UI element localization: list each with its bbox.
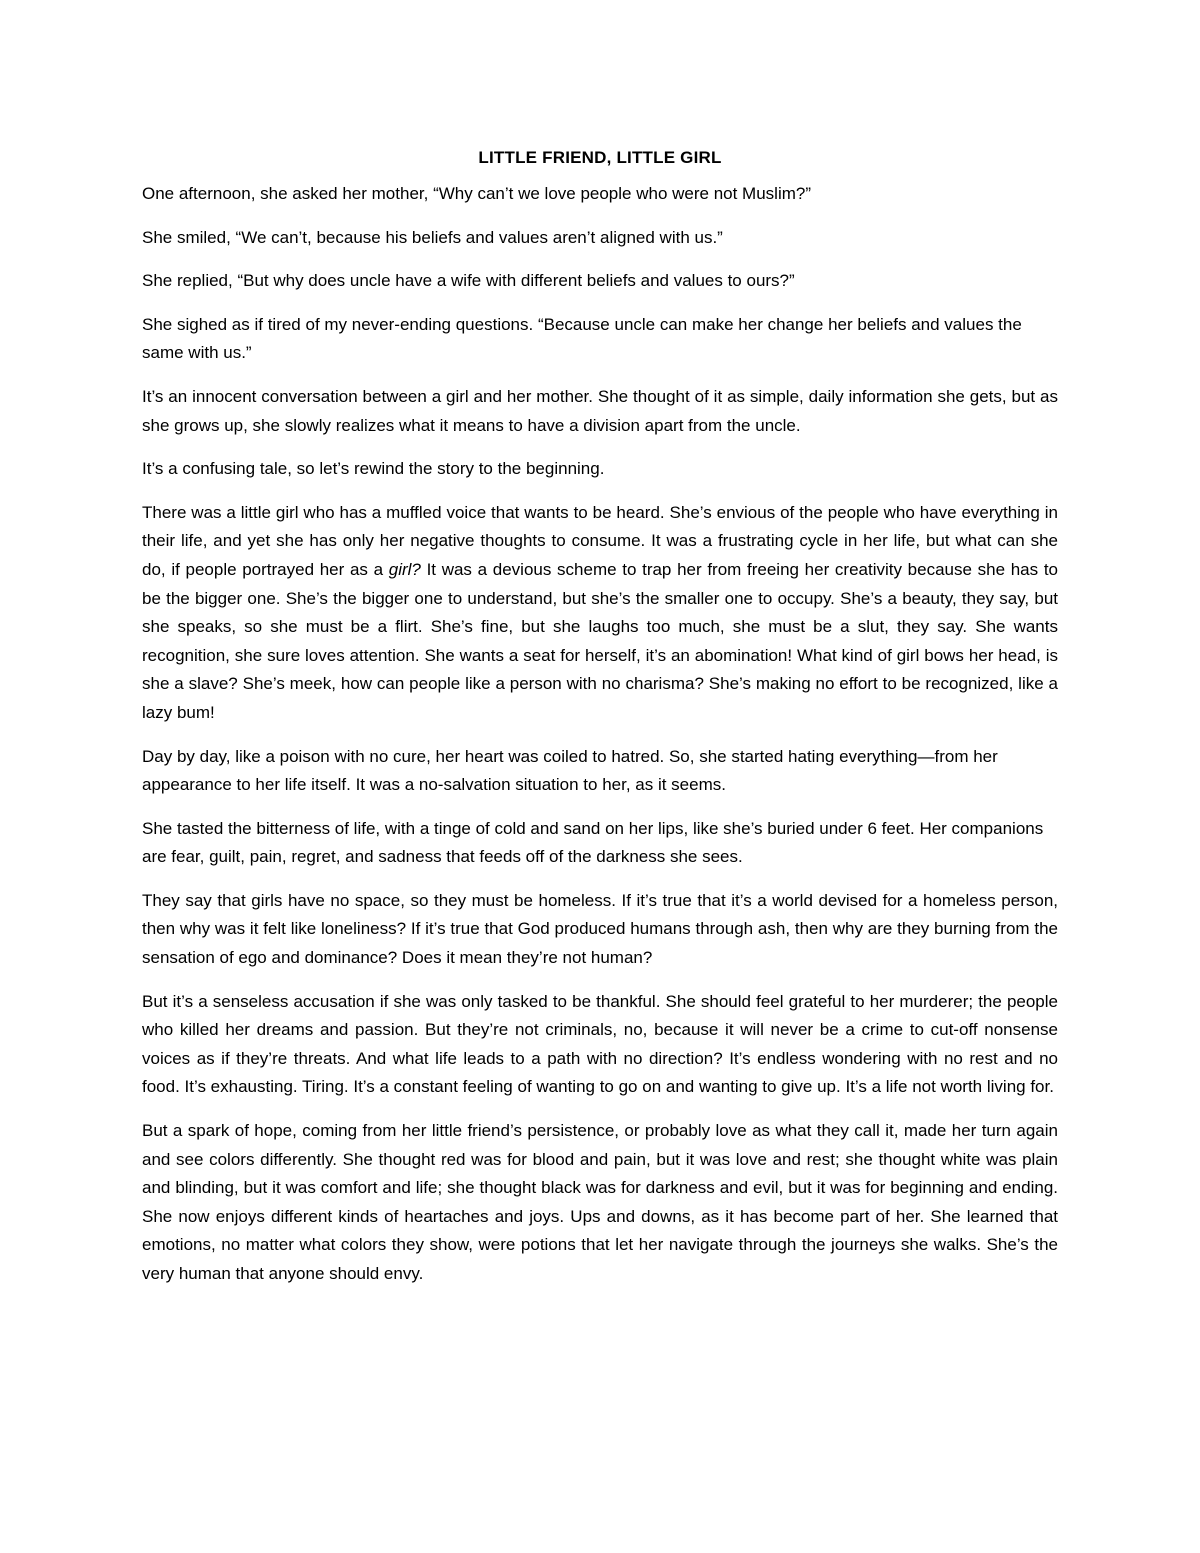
paragraph-3: She replied, “But why does uncle have a wife with different beliefs and values to ours?”: [142, 271, 795, 291]
paragraph-12: But a spark of hope, coming from her little friend’s persistence, or probably love as what they call it, made her turn again and see colors differently. She thought red was for blood and pain, but it was love and rest; she thought white was plain and blinding, but it was comfort and life; she thought black was for darkness and evil, but it was for beginning and ending. She now enjoys different kinds of heartaches and joys. Ups and downs, as it has become part of her. She learned that emotions, no matter what colors they show, were potions that let her navigate through the journeys she walks. She’s the very human that anyone should envy.: [142, 1121, 1058, 1283]
paragraph-7-text-before: There was a little girl who has a muffled voice that wants to be heard. She’s envious of the people who have everything in their life, and yet she has only her negative thoughts to consume. It was a frustrating cycle in her life, but what can she do, if people portrayed her as a: [142, 502, 1058, 579]
paragraph-9: She tasted the bitterness of life, with a tinge of cold and sand on her lips, like she’s buried under 6 feet. Her companions are fear, guilt, pain, regret, and sadness that feeds off of the darkness she sees.: [142, 818, 1044, 867]
paragraph-7-text-after: It was a devious scheme to trap her from freeing her creativity because she has to be the bigger one. She’s the bigger one to understand, but she’s the smaller one to occupy. She’s a beauty, they say, but she speaks, so she must be a flirt. She’s fine, but she laughs too much, she must be a slut, they say. She wants recognition, she sure loves attention. She wants a seat for herself, it’s an abomination! What kind of girl bows her head, is she a slave? She’s meek, how can people like a person with no charisma? She’s making no effort to be recognized, like a lazy bum!: [142, 559, 1058, 722]
paragraph-7: [142, 499, 1058, 728]
paragraph-2: She smiled, “We can’t, because his beliefs and values aren’t aligned with us.”: [142, 227, 723, 247]
paragraph-7-italic-word: girl?: [388, 559, 421, 579]
paragraph-4: She sighed as if tired of my never-ending questions. “Because uncle can make her change her beliefs and values the same with us.”: [142, 314, 1022, 363]
paragraph-8: Day by day, like a poison with no cure, her heart was coiled to hatred. So, she started hating everything—from her appearance to her life itself. It was a no-salvation situation to her, as it seems.: [142, 746, 998, 795]
paragraph-6: It’s a confusing tale, so let’s rewind the story to the beginning.: [142, 459, 605, 479]
document-body: [142, 148, 1058, 1304]
paragraph-10: They say that girls have no space, so they must be homeless. If it’s true that it’s a world devised for a homeless person, then why was it felt like loneliness? If it’s true that God produced humans through ash, then why are they burning from the sensation of ego and dominance? Does it mean they’re not human?: [142, 890, 1058, 968]
paragraph-11: But it’s a senseless accusation if she was only tasked to be thankful. She should feel grateful to her murderer; the people who killed her dreams and passion. But they’re not criminals, no, because it will never be a crime to cut-off nonsense voices as if they’re threats. And what life leads to a path with no direction? It’s endless wondering with no rest and no food. It’s exhausting. Tiring. It’s a constant feeling of wanting to go on and wanting to give up. It’s a life not worth living for.: [142, 991, 1058, 1097]
paragraph-5: It’s an innocent conversation between a girl and her mother. She thought of it as simple, daily information she gets, but as she grows up, she slowly realizes what it means to have a division apart from the uncle.: [142, 386, 1058, 435]
paragraph-1: One afternoon, she asked her mother, “Why can’t we love people who were not Muslim?”: [142, 184, 812, 203]
document-title: LITTLE FRIEND, LITTLE GIRL: [478, 148, 722, 167]
